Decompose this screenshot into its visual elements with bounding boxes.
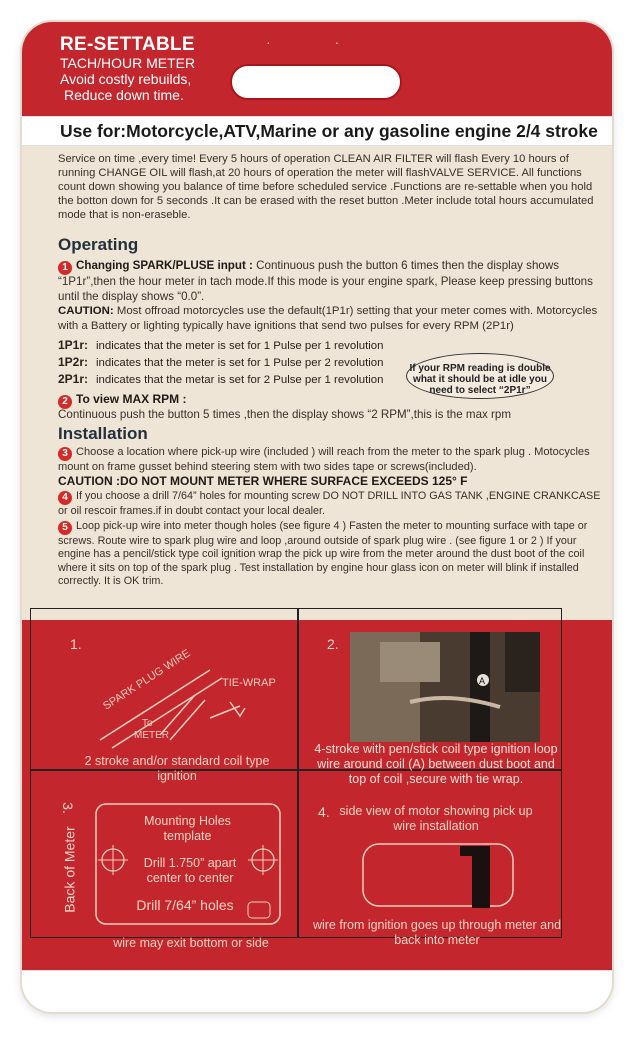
coil-marker: A xyxy=(479,676,486,686)
label-tie-wrap: TIE-WRAP xyxy=(222,677,276,689)
drill-size: Drill 7/64” holes xyxy=(136,897,234,913)
step-2 xyxy=(58,392,606,409)
back-of-meter-label: Back of Meter xyxy=(61,826,78,913)
product-title: RE-SETTABLE xyxy=(60,34,195,55)
step-1-text: Continuous push the button 6 times then the display shows “1P1r”,then the hour meter in tach mode.If this mode is your engine spark, Please keep pressing buttons until the display shows “0.0”. xyxy=(58,259,593,303)
setting-desc: indicates that the metar is set for 2 Pulse per 1 revolution xyxy=(96,374,384,386)
step-1 xyxy=(58,259,606,304)
figure-4-title: side view of motor showing pick up wire installation xyxy=(339,804,533,833)
tie-wrap-strap xyxy=(210,706,240,718)
figure-3-number: 3. xyxy=(59,802,76,814)
hang-hole xyxy=(230,64,402,100)
setting-2p1r xyxy=(58,372,383,388)
setting-code: 2P1r: xyxy=(58,372,89,386)
step-2-title: To view MAX RPM : xyxy=(76,392,187,406)
caution-label: CAUTION: xyxy=(58,305,114,317)
setting-code: 1P1r: xyxy=(58,338,89,352)
step-4-text: If you choose a drill 7/64” holes for mounting screw DO NOT DRILL INTO GAS TANK ,ENGINE CRANKCASE or oil rescoir frames.if in doubt contact your local dealer. xyxy=(58,490,601,517)
step-1-number: 1 xyxy=(58,261,72,275)
figure-2-caption: 4-stroke with pen/stick coil type ignition loop wire around coil (A) between dust boot and top of coil ,secure with tie wrap. xyxy=(314,742,558,786)
step-4 xyxy=(58,490,606,519)
figure-1-number: 1. xyxy=(70,636,82,652)
product-subtitle: TACH/HOUR METER xyxy=(60,55,196,71)
step-3-text: Choose a location where pick-up wire (included ) will reach from the meter to the spark plug . Motocycles mount on frame gusset behind steering stem with two sides tape or screws(included). xyxy=(58,446,590,473)
step-2-text: Continuous push the button 5 times ,then the display shows “2 RPM”,this is the max rpm xyxy=(58,408,512,421)
step-1-title: Changing SPARK/PLUSE input : xyxy=(76,259,253,272)
rpm-callout: If your RPM reading is double what it should be at idle you need to select “2P1r” xyxy=(406,353,554,399)
bottom-strip xyxy=(22,970,612,1012)
setting-desc: indicates that the meter is set for 1 Pulse per 1 revolution xyxy=(96,340,384,352)
step-2-number: 2 xyxy=(58,395,72,409)
mounting-holes-title: Mounting Holes template xyxy=(144,814,231,843)
label-spark-plug-wire: SPARK PLUG WIRE xyxy=(101,647,193,713)
installation-caution: CAUTION :DO NOT MOUNT METER WHERE SURFACE EXCEEDS 125° F xyxy=(58,474,468,488)
figure-2-number: 2. xyxy=(327,636,339,652)
tagline-2: Reduce down time. xyxy=(64,87,184,103)
step-3 xyxy=(58,446,606,475)
pickup-wire-2 xyxy=(170,700,205,740)
coil-photo xyxy=(350,632,540,742)
step-5 xyxy=(58,520,606,588)
caution-operating xyxy=(58,304,610,333)
caution-text: Most offroad motorcycles use the default(1P1r) setting that your meter comes with. Motorcycles with a Battery or lighting typically have ignitions that send two pulses for every RPM (2P1r) xyxy=(58,305,598,332)
intro-paragraph: Service on time ,every time! Every 5 hours of operation CLEAN AIR FILTER will flash Every 10 hours of running CHANGE OIL will flash,at 20 hours of operation the meter will flashVALVE SERVICE. All functions count down showing you balance of time before scheduled service .Functions are re-settable when you hold the botton down for 5 seconds .It can be erased with the reset button .Meter include total hours accumulated mode that is non-eraseble. xyxy=(58,153,594,221)
tagline-1: Avoid costly rebuilds, xyxy=(60,71,192,87)
coil-photo-illustration xyxy=(350,632,540,742)
label-meter: METER xyxy=(134,730,169,741)
operating-heading: Operating xyxy=(58,235,139,254)
wire-exit-note: wire may exit bottom or side xyxy=(113,936,269,950)
step-5-text: Loop pick-up wire into meter though holes (see figure 4 ) Fasten the meter to mounting surface with tape or screws. Route wire to spark plug wire and loop ,around outside of spark plug wire . (see figure 1 or 2 ) If your engine has a pencil/stick type coil ignition wrap the pick up wire from the meter around the dust boot of the coil where it sits on top of the spark plug . Test installation by engine hour glass icon on meter will blink if installed correctly. It is OK trim. xyxy=(58,520,588,587)
decorative-dots: · · xyxy=(266,34,370,50)
step-5-number: 5 xyxy=(58,521,72,535)
spark-plug-wire-diagram xyxy=(90,640,310,750)
setting-1p2r xyxy=(58,355,383,371)
use-for-bar xyxy=(22,116,612,146)
label-to: To xyxy=(142,718,153,729)
step-3-number: 3 xyxy=(58,447,72,461)
use-for-text: Use for:Motorcycle,ATV,Marine or any gasoline engine 2/4 stroke xyxy=(60,121,598,141)
installation-heading: Installation xyxy=(58,424,148,443)
figure-4-number: 4. xyxy=(318,804,330,820)
side-view-diagram xyxy=(360,836,530,914)
setting-code: 1P2r: xyxy=(58,355,89,369)
figure-4-caption: wire from ignition goes up through meter and back into meter xyxy=(312,918,562,947)
brand-block xyxy=(60,34,195,103)
setting-desc: indicates that the meter is set for 1 Pulse per 2 revolution xyxy=(96,357,384,369)
step-4-number: 4 xyxy=(58,491,72,505)
figure-1-caption: 2 stroke and/or standard coil type ignition xyxy=(84,754,270,783)
drill-spacing: Drill 1.750” apart center to center xyxy=(143,856,237,885)
setting-1p1r xyxy=(58,338,383,354)
